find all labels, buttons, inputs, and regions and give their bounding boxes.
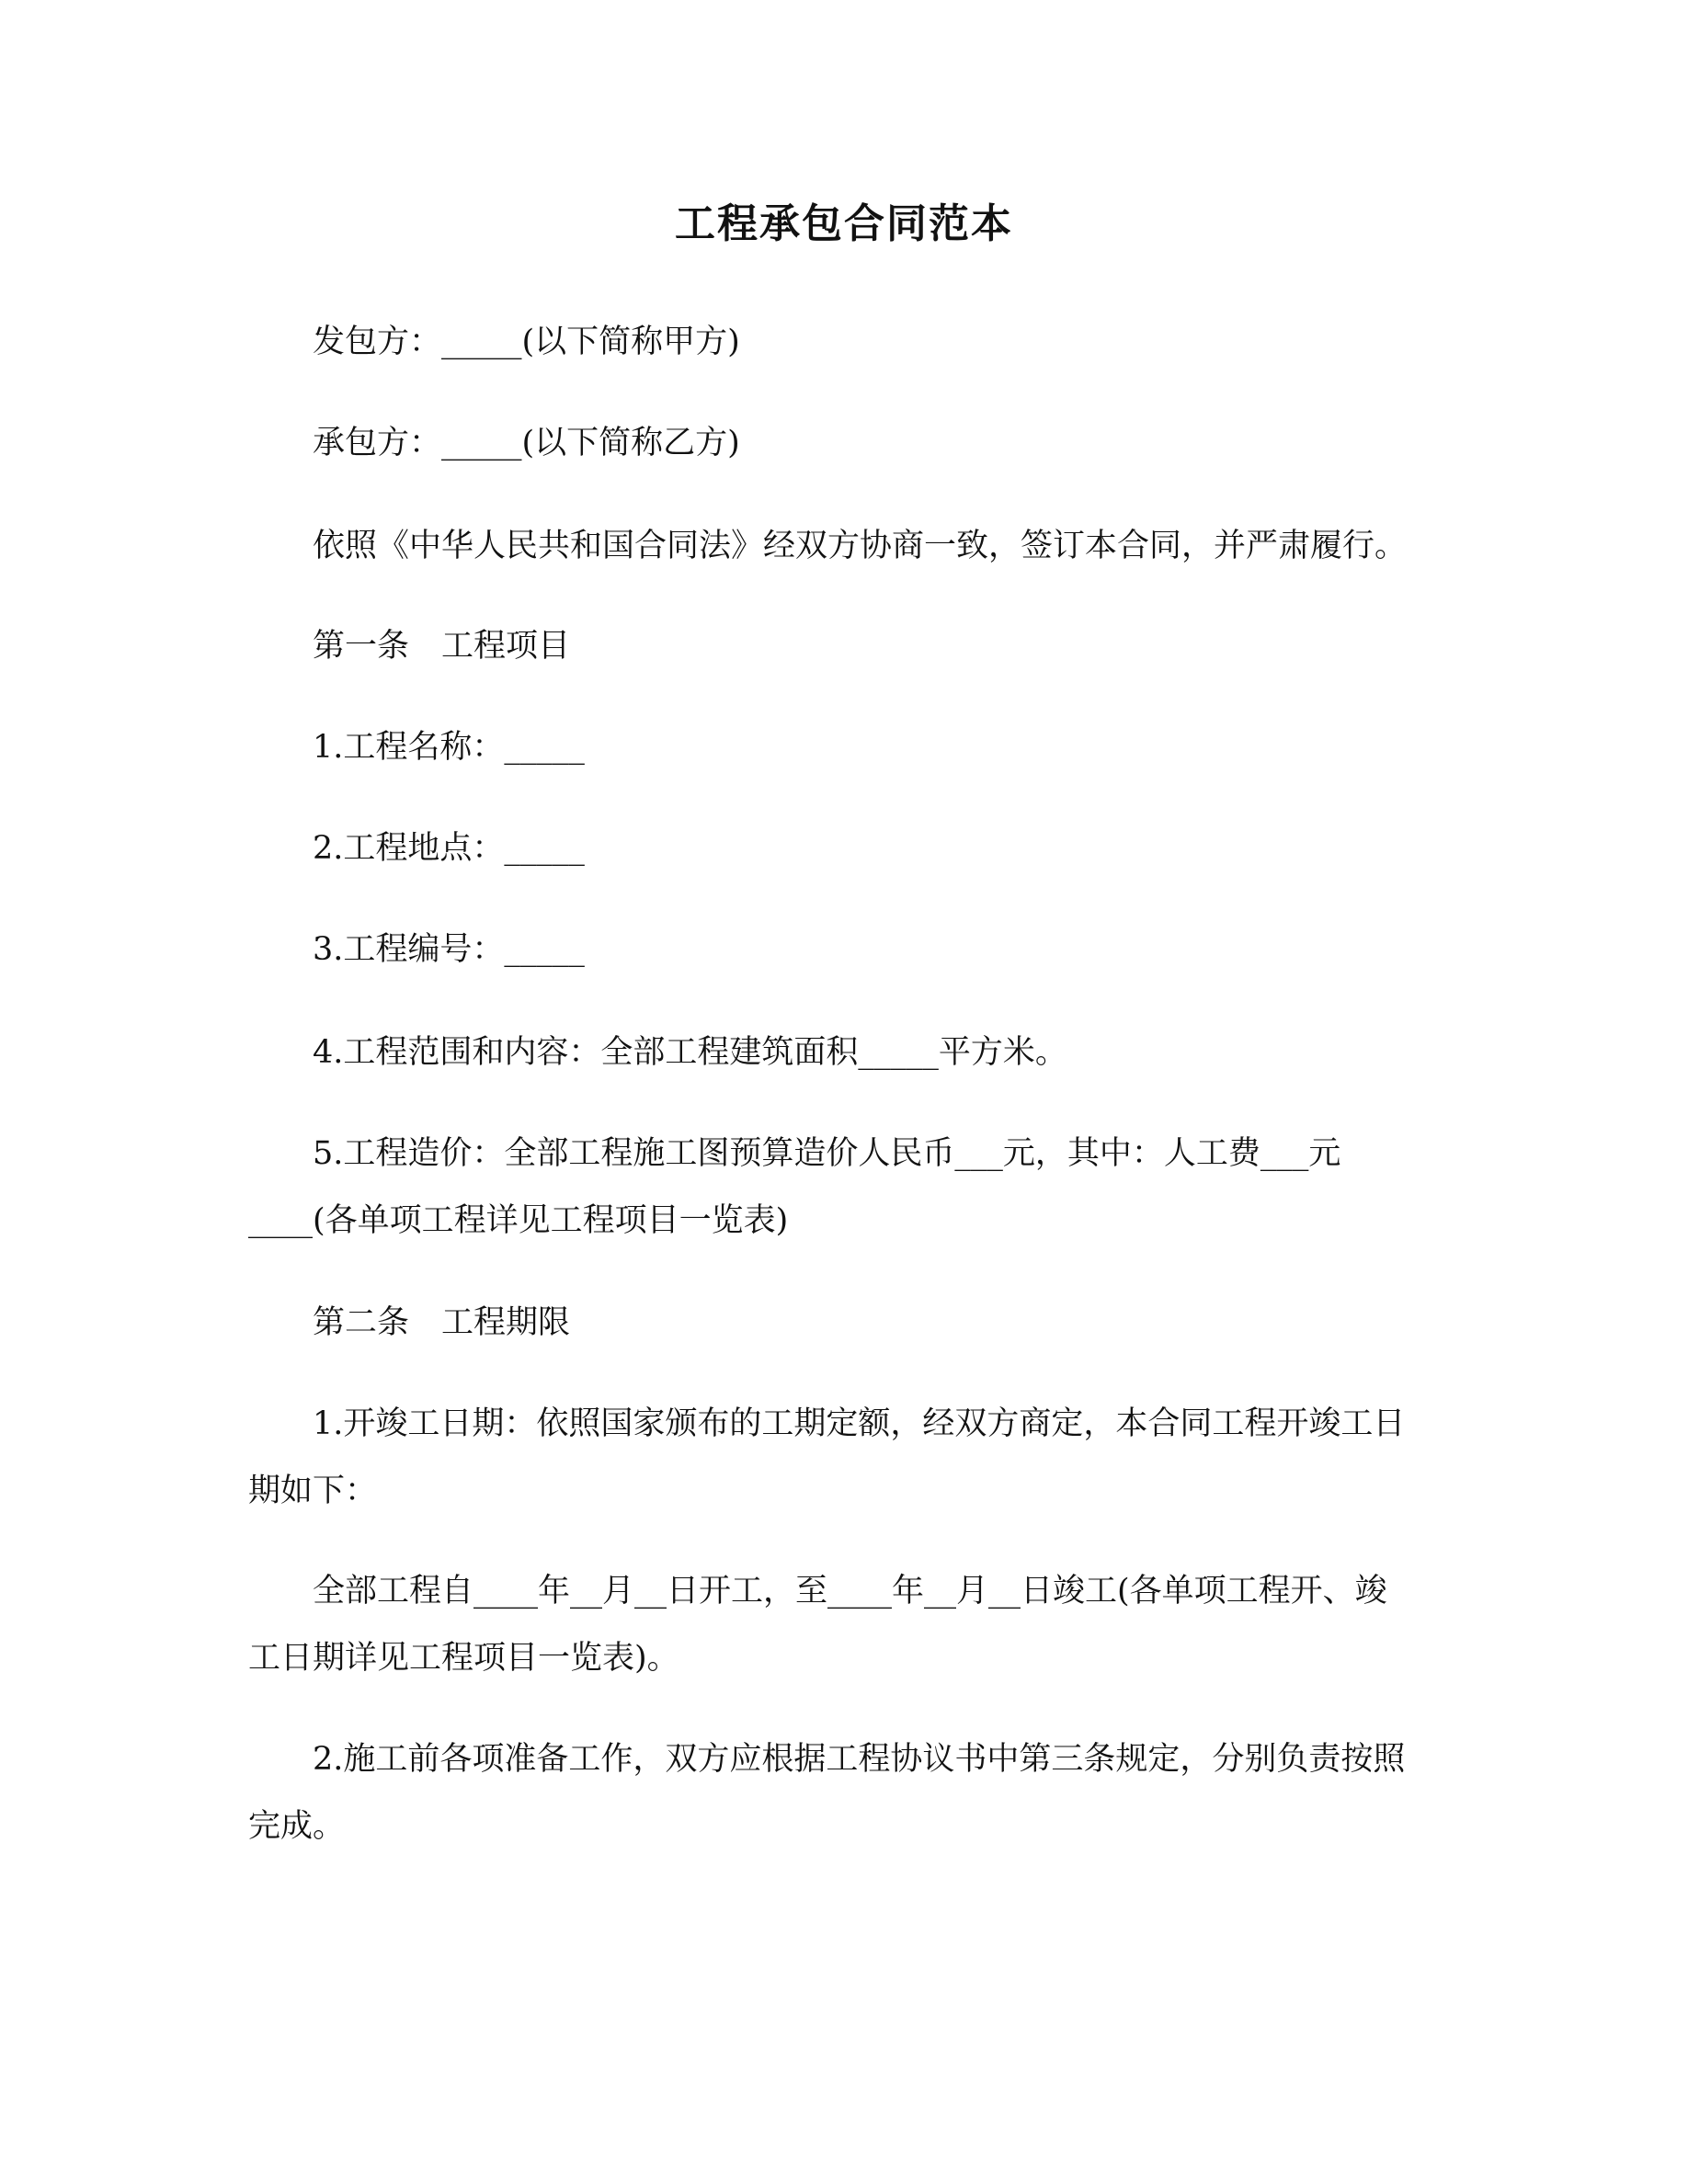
schedule-line-2: 工日期详见工程项目一览表)。 (248, 1640, 679, 1677)
basis-line: 依照《中华人民共和国合同法》经双方协商一致，签订本合同，并严肃履行。 (313, 528, 1408, 564)
completion-date-line-1: 1.开竣工日期：依照国家颁布的工期定额，经双方商定，本合同工程开竣工日 (313, 1405, 1406, 1442)
project-location-line: 2.工程地点：_____ (313, 830, 585, 867)
schedule-line-1: 全部工程自____年__月__日开工，至____年__月__日竣工(各单项工程开、竣 (313, 1573, 1387, 1610)
project-scope-line: 4.工程范围和内容：全部工程建筑面积_____平方米。 (313, 1034, 1067, 1071)
article-2-heading: 第二条 工程期限 (313, 1304, 571, 1341)
article-1-heading: 第一条 工程项目 (313, 628, 571, 665)
project-cost-line-1: 5.工程造价：全部工程施工图预算造价人民币___元，其中：人工费___元 (313, 1135, 1341, 1172)
document-title: 工程承包合同范本 (675, 200, 1013, 247)
completion-date-line-2: 期如下： (248, 1473, 378, 1509)
party-a-line: 发包方：_____(以下简称甲方) (313, 324, 740, 360)
project-number-line: 3.工程编号：_____ (313, 931, 585, 968)
preparation-line-1: 2.施工前各项准备工作，双方应根据工程协议书中第三条规定，分别负责按照 (313, 1741, 1406, 1778)
party-b-line: 承包方：_____(以下简称乙方) (313, 425, 740, 461)
project-name-line: 1.工程名称：_____ (313, 729, 585, 766)
preparation-line-2: 完成。 (248, 1808, 346, 1845)
project-cost-line-2: ____(各单项工程详见工程项目一览表) (248, 1202, 789, 1239)
